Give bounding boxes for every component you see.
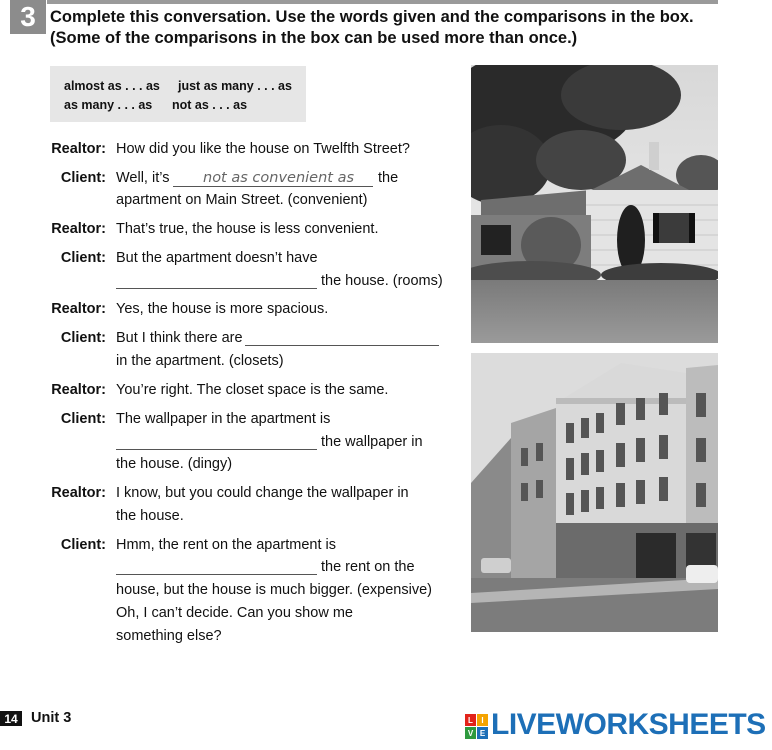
top-rule	[47, 0, 718, 4]
speaker-label: Client:	[60, 250, 106, 266]
dialogue-line: something else?	[116, 628, 222, 644]
word-box-item: almost as . . . as	[64, 79, 160, 93]
dialogue-line: You’re right. The closet space is the same.	[116, 382, 389, 398]
answer-blank-5[interactable]	[116, 556, 317, 575]
dialogue-line: in the apartment. (closets)	[116, 353, 284, 369]
dialogue-line: The wallpaper in the apartment is	[116, 411, 331, 427]
dialogue-line: Oh, I can’t decide. Can you show me	[116, 605, 353, 621]
dialogue-line: the wallpaper in	[321, 434, 423, 450]
dialogue-line: house, but the house is much bigger. (expensive)	[116, 582, 432, 598]
apartment-photo	[471, 353, 718, 632]
liveworksheets-logo	[465, 708, 765, 744]
speaker-label: Realtor:	[51, 221, 106, 237]
speaker-label: Client:	[60, 330, 106, 346]
speaker-label: Client:	[60, 537, 106, 553]
logo-text: LIVEWORKSHEETS	[491, 708, 766, 741]
word-box-item: as many . . . as	[64, 98, 153, 112]
dialogue-line: That’s true, the house is less convenient.	[116, 221, 379, 237]
dialogue-line: the house. (dingy)	[116, 456, 233, 472]
dialogue-line: How did you like the house on Twelfth Street?	[116, 141, 410, 157]
speaker-label: Realtor:	[51, 382, 106, 398]
speaker-label: Realtor:	[51, 485, 106, 501]
speaker-label: Realtor:	[51, 141, 106, 157]
exercise-number: 3	[10, 0, 46, 34]
speaker-label: Client:	[60, 411, 106, 427]
dialogue-line: apartment on Main Street. (convenient)	[116, 192, 368, 208]
answer-blank-3[interactable]	[245, 327, 439, 346]
word-box-item: not as . . . as	[172, 98, 248, 112]
dialogue-line: But I think there are	[116, 330, 243, 346]
house-photo	[471, 65, 718, 343]
instructions-line-1: Complete this conversation. Use the words given and the comparisons in the box.	[50, 8, 694, 26]
dialogue-line: Hmm, the rent on the apartment is	[116, 537, 337, 553]
instructions-line-2: (Some of the comparisons in the box can be used more than once.)	[50, 29, 578, 47]
dialogue-line: Yes, the house is more spacious.	[116, 301, 329, 317]
dialogue-line: the house. (rooms)	[321, 273, 443, 289]
dialogue-line: the house.	[116, 508, 184, 524]
speaker-label: Client:	[60, 170, 106, 186]
page-number: 14	[0, 711, 22, 726]
dialogue-line: I know, but you could change the wallpaper in	[116, 485, 409, 501]
answer-filled: not as convenient as	[203, 170, 355, 186]
speaker-label: Realtor:	[51, 301, 106, 317]
dialogue-line: But the apartment doesn’t have	[116, 250, 318, 266]
logo-grid-icon: L I V E	[465, 714, 489, 740]
dialogue-line: the	[378, 170, 399, 186]
word-box	[50, 66, 306, 122]
instructions	[50, 7, 740, 49]
word-box-item: just as many . . . as	[178, 79, 292, 93]
unit-label: Unit 3	[31, 710, 72, 726]
dialogue-line: the rent on the	[321, 559, 415, 575]
dialogue-line: Well, it’s	[116, 170, 170, 186]
answer-blank-2[interactable]	[116, 270, 317, 289]
answer-blank-4[interactable]	[116, 431, 317, 450]
